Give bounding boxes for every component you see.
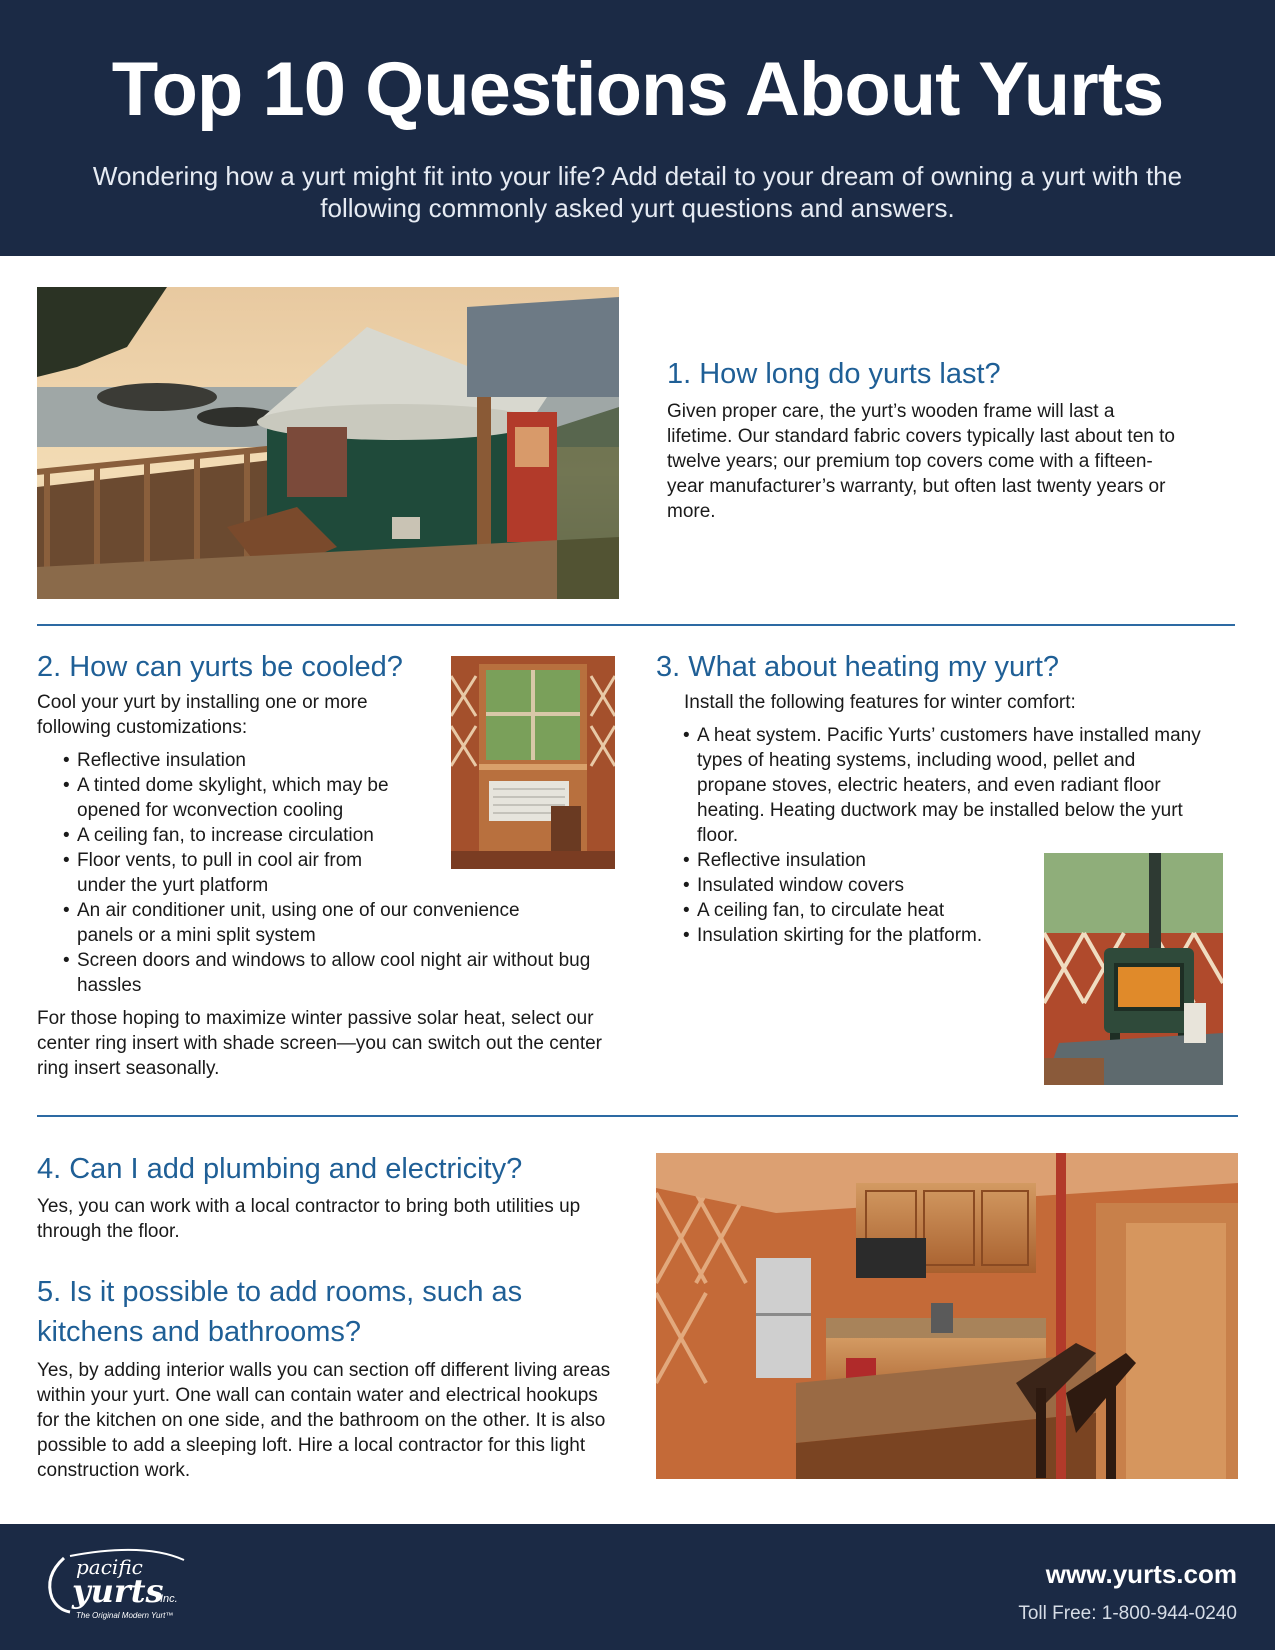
page-title: Top 10 Questions About Yurts [111, 47, 1164, 132]
question-1-title: 1. How long do yurts last? [667, 358, 1001, 390]
logo-text-main: yurts [72, 1572, 164, 1610]
section-divider [37, 1115, 1238, 1117]
question-2-title: 2. How can yurts be cooled? [37, 651, 403, 683]
logo-text-inc: Inc. [160, 1593, 178, 1605]
list-item: • A ceiling fan, to increase circulation [63, 825, 374, 846]
air-conditioner-photo [451, 656, 615, 869]
page-intro: Wondering how a yurt might fit into your life? Add detail to your dream of owning a yurt with the following commonly asked yurt questions and answers. [92, 161, 1183, 223]
list-item: • Screen doors and windows to allow cool night air without bug hassles [63, 950, 591, 996]
list-item: • Reflective insulation [63, 750, 246, 771]
kitchen-photo [656, 1153, 1238, 1479]
wood-stove-photo [1044, 853, 1223, 1085]
question-4-answer: Yes, you can work with a local contractor to bring both utilities up through the floor. [37, 1196, 581, 1242]
list-item: • A tinted dome skylight, which may be opened for wconvection cooling [63, 775, 389, 821]
header-banner [0, 0, 1275, 256]
question-4-title: 4. Can I add plumbing and electricity? [37, 1153, 523, 1185]
question-2-intro: Cool your yurt by installing one or more following customizations: [37, 692, 368, 738]
list-item: • A heat system. Pacific Yurts’ customers have installed many types of heating systems, including wood, pellet and propane stoves, electric heaters, and even radiant floor heating. Heating ductwork may be installed below the yurt floor. [683, 725, 1201, 846]
list-item: • Insulated window covers [683, 875, 904, 896]
question-1 [667, 355, 1207, 524]
question-3-intro: Install the following features for winter comfort: [684, 692, 1076, 713]
question-1-answer: Given proper care, the yurt’s wooden frame will last a lifetime. Our standard fabric covers typically last about ten to twelve years; our premium top covers come with a fifteen-year manufacturer’s warranty, but often last twenty years or more. [667, 401, 1175, 522]
question-5-answer: Yes, by adding interior walls you can section off different living areas within your yurt. One wall can contain water and electrical hookups for the kitchen on one side, and the bathroom on the other. It is also possible to add a sleeping loft. Hire a local contractor for this light construction work. [37, 1360, 611, 1481]
yurt-deck-photo [37, 287, 619, 599]
question-5-title: 5. Is it possible to add rooms, such as kitchens and bathrooms? [37, 1276, 523, 1348]
question-3-title: 3. What about heating my yurt? [656, 651, 1059, 683]
list-item: • Reflective insulation [683, 850, 866, 871]
list-item: • A ceiling fan, to circulate heat [683, 900, 945, 921]
question-4 [37, 1150, 627, 1244]
logo-tagline: The Original Modern Yurt™ [76, 1611, 174, 1620]
list-item: • Insulation skirting for the platform. [683, 925, 983, 946]
list-item: • Floor vents, to pull in cool air from under the yurt platform [63, 850, 363, 896]
logo-text-top: pacific [76, 1555, 143, 1579]
toll-free-phone: Toll Free: 1-800-944-0240 [1018, 1603, 1237, 1624]
footer-banner [0, 1524, 1275, 1650]
pacific-yurts-logo[interactable] [34, 1546, 204, 1626]
question-2-outro: For those hoping to maximize winter passive solar heat, select our center ring insert with shade screen—you can switch out the center ring insert seasonally. [37, 1008, 603, 1079]
section-divider [37, 624, 1235, 626]
question-5 [37, 1272, 627, 1483]
website-link[interactable]: www.yurts.com [1045, 1559, 1237, 1589]
list-item: • An air conditioner unit, using one of our convenience panels or a mini split system [63, 900, 520, 946]
